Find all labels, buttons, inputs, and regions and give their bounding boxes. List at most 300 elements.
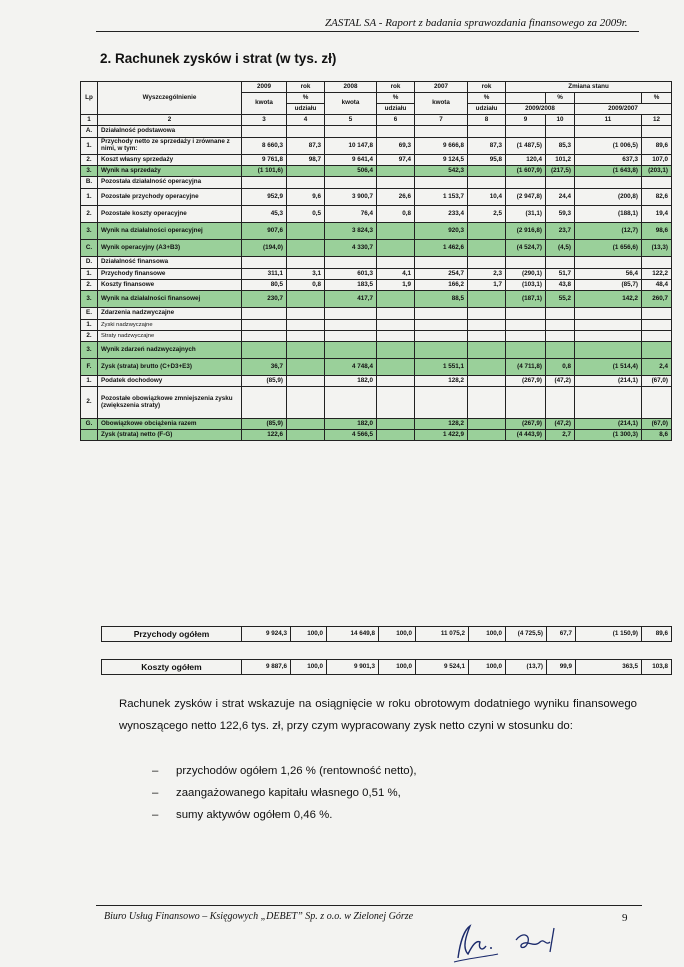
row-cell: 3 824,3 [325,223,377,240]
row-lp: 1. [81,189,98,206]
row-cell [546,342,575,359]
row-description: Przychody netto ze sprzedaży i zrównane z nimi, w tym: [98,138,242,155]
row-lp: 1. [81,269,98,280]
row-cell [325,320,377,331]
row-cell: (12,7) [575,223,642,240]
row-cell [287,430,325,441]
row-cell: (4 711,8) [506,359,546,376]
table-row [81,166,672,177]
row-cell [415,257,468,269]
row-description: Zyski nadzwyczajne [98,320,242,331]
row-cell [575,342,642,359]
row-description: Zysk (strata) brutto (C+D3+E3) [98,359,242,376]
row-cell [377,376,415,387]
row-lp: 3. [81,223,98,240]
summary-cell: 100,0 [469,627,506,642]
row-cell: (31,1) [506,206,546,223]
row-cell: 142,2 [575,291,642,308]
row-cell [377,430,415,441]
bullet-list [152,760,417,826]
row-cell [377,331,415,342]
row-cell [377,419,415,430]
row-cell: (85,9) [242,419,287,430]
bullet-dash: – [152,765,159,777]
summary-cell: 67,7 [547,627,576,642]
table-row [81,320,672,331]
row-cell [377,308,415,320]
summary-cell: 11 075,2 [416,627,469,642]
table-row [81,280,672,291]
row-cell [575,331,642,342]
row-cell: 166,2 [415,280,468,291]
row-cell [377,126,415,138]
summary-cell: 100,0 [469,660,506,675]
row-cell: 10,4 [468,189,506,206]
table-row [81,342,672,359]
row-cell: 2,7 [546,430,575,441]
row-cell [546,387,575,419]
column-number: 6 [377,115,415,126]
row-cell: (217,5) [546,166,575,177]
table-row [81,155,672,166]
row-cell: 3 900,7 [325,189,377,206]
row-cell [546,320,575,331]
header-pct: % [377,93,415,104]
row-cell [325,342,377,359]
row-description: Pozostałe koszty operacyjne [98,206,242,223]
row-description: Podatek dochodowy [98,376,242,387]
row-cell: 1 551,1 [415,359,468,376]
row-cell [377,342,415,359]
row-cell: (13,3) [642,240,672,257]
bullet-dash: – [152,787,159,799]
row-cell: 80,5 [242,280,287,291]
summary-cell: 9 887,6 [242,660,291,675]
header-pct: % [546,93,575,104]
summary-paragraph: Rachunek zysków i strat wskazuje na osiągnięcie w roku obrotowym dodatniego wyniku finansowego wynoszącego netto 122,6 tys. zł, przy czym wypracowany zysk netto czyni w stosunku do: [119,698,637,732]
row-cell [506,308,546,320]
row-cell [506,387,546,419]
row-cell: 9 761,8 [242,155,287,166]
header-kwota: kwota [242,93,287,115]
row-cell: (2 916,8) [506,223,546,240]
row-cell [415,177,468,189]
row-cell: 69,3 [377,138,415,155]
row-cell [642,320,672,331]
row-description: Działalność finansowa [98,257,242,269]
header-pct: % [642,93,672,104]
row-cell [325,257,377,269]
row-cell [546,331,575,342]
row-cell: 907,6 [242,223,287,240]
row-description: Wynik operacyjny (A3+B3) [98,240,242,257]
row-cell [377,177,415,189]
header-lp: Lp [81,82,98,115]
row-cell: 97,4 [377,155,415,166]
row-cell: 4 566,5 [325,430,377,441]
row-cell [468,240,506,257]
row-cell: (4,5) [546,240,575,257]
table-row [81,206,672,223]
row-cell: (67,0) [642,376,672,387]
header-kwota: kwota [325,93,377,115]
row-lp: 2. [81,155,98,166]
row-cell: (103,1) [506,280,546,291]
row-cell: (67,0) [642,419,672,430]
row-cell: 36,7 [242,359,287,376]
row-cell [377,291,415,308]
row-cell [242,331,287,342]
row-cell [377,359,415,376]
row-cell: 1 462,6 [415,240,468,257]
row-cell [287,331,325,342]
table-row [81,359,672,376]
table-row [81,291,672,308]
row-lp: 3. [81,291,98,308]
row-cell [468,320,506,331]
summary-cell: 100,0 [379,660,416,675]
row-cell [468,376,506,387]
row-cell [287,342,325,359]
row-cell: (1 487,5) [506,138,546,155]
row-cell: (267,9) [506,376,546,387]
row-cell [377,387,415,419]
row-cell: 0,8 [287,280,325,291]
row-cell [415,126,468,138]
row-cell [506,342,546,359]
row-cell [506,320,546,331]
summary-cell: 9 524,1 [416,660,469,675]
row-lp: G. [81,419,98,430]
row-cell: 920,3 [415,223,468,240]
row-cell: 637,3 [575,155,642,166]
column-number: 8 [468,115,506,126]
row-cell [325,387,377,419]
row-description: Zysk (strata) netto (F-G) [98,430,242,441]
header-pct: % [287,93,325,104]
row-cell: 601,3 [325,269,377,280]
row-lp: 3. [81,166,98,177]
row-lp: 2. [81,280,98,291]
table-row [81,126,672,138]
bullet-item [152,760,417,782]
bullet-text: sumy aktywów ogółem 0,46 %. [176,809,333,821]
row-cell: (290,1) [506,269,546,280]
header-2009-2007: 2009/2007 [575,104,672,115]
table-row [81,240,672,257]
row-cell: 233,4 [415,206,468,223]
header-divider [96,31,639,32]
row-cell: 85,3 [546,138,575,155]
row-cell [242,320,287,331]
summary-przychody-table [101,626,672,642]
row-cell: 8,6 [642,430,672,441]
row-cell [468,177,506,189]
row-cell: (4 443,9) [506,430,546,441]
row-cell [468,342,506,359]
row-cell: 43,8 [546,280,575,291]
row-cell: 87,3 [468,138,506,155]
row-cell [642,177,672,189]
header-rok: rok [287,82,325,93]
row-cell: 9 124,5 [415,155,468,166]
row-cell: (47,2) [546,376,575,387]
row-cell [415,387,468,419]
row-description: Wynik na działalności operacyjnej [98,223,242,240]
row-cell [415,342,468,359]
header-pct: % [468,93,506,104]
row-cell: 254,7 [415,269,468,280]
row-lp: 2. [81,206,98,223]
column-number: 1 [81,115,98,126]
row-cell: 0,8 [377,206,415,223]
row-cell: 542,3 [415,166,468,177]
row-cell: (1 643,8) [575,166,642,177]
header-rok: rok [377,82,415,93]
row-cell: 182,0 [325,419,377,430]
row-cell [642,342,672,359]
row-cell: 4 330,7 [325,240,377,257]
row-description: Koszt własny sprzedaży [98,155,242,166]
row-cell: 51,7 [546,269,575,280]
row-cell [468,257,506,269]
row-cell: 4 748,4 [325,359,377,376]
table-row [81,177,672,189]
header-rok: rok [468,82,506,93]
row-description: Obowiązkowe obciążenia razem [98,419,242,430]
table-row [81,387,672,419]
page-number: 9 [622,912,628,924]
section-title: 2. Rachunek zysków i strat (w tys. zł) [100,51,337,66]
summary-cell: 363,5 [576,660,642,675]
row-cell: 87,3 [287,138,325,155]
row-cell [415,331,468,342]
row-cell: 1 422,9 [415,430,468,441]
income-statement-table [80,81,672,441]
row-lp: 2. [81,331,98,342]
row-cell: (85,7) [575,280,642,291]
summary-cell: 14 649,8 [327,627,379,642]
row-cell [546,126,575,138]
header-zmiana-stanu: Zmiana stanu [506,82,672,93]
row-cell: 76,4 [325,206,377,223]
row-cell [377,240,415,257]
row-description: Zdarzenia nadzwyczajne [98,308,242,320]
summary-cell: (13,7) [506,660,547,675]
row-cell: 19,4 [642,206,672,223]
row-lp: E. [81,308,98,320]
row-cell: 9 641,4 [325,155,377,166]
row-cell: 2,4 [642,359,672,376]
row-cell: (203,1) [642,166,672,177]
row-cell: 506,4 [325,166,377,177]
row-cell [642,308,672,320]
row-cell: (1 514,4) [575,359,642,376]
summary-cell: 103,8 [642,660,672,675]
row-description: Wynik zdarzeń nadzwyczajnych [98,342,242,359]
row-cell [468,126,506,138]
row-cell [287,257,325,269]
summary-cell: (4 725,5) [506,627,547,642]
row-cell [287,166,325,177]
summary-cell: (1 150,9) [576,627,642,642]
row-cell: 122,6 [242,430,287,441]
row-lp: 3. [81,342,98,359]
row-cell [287,177,325,189]
row-cell [287,419,325,430]
row-description: Pozostała działalność operacyjna [98,177,242,189]
table-row [81,430,672,441]
row-cell: (1 101,6) [242,166,287,177]
table-row [81,223,672,240]
row-lp: A. [81,126,98,138]
row-cell [325,177,377,189]
row-cell: 3,1 [287,269,325,280]
row-cell [287,223,325,240]
row-cell: (1 607,9) [506,166,546,177]
header-description: Wyszczególnienie [98,82,242,115]
summary-cell: 100,0 [291,660,327,675]
column-number: 7 [415,115,468,126]
column-number: 5 [325,115,377,126]
bullet-item [152,804,417,826]
row-cell: 1 153,7 [415,189,468,206]
row-cell: 230,7 [242,291,287,308]
header-udzialu: udziału [287,104,325,115]
row-cell: 8 660,3 [242,138,287,155]
bullet-text: przychodów ogółem 1,26 % (rentowność netto), [176,765,417,777]
header-2009-2008: 2009/2008 [506,104,575,115]
row-description: Wynik na działalności finansowej [98,291,242,308]
row-cell: 98,6 [642,223,672,240]
summary-label: Koszty ogółem [102,660,242,675]
row-cell [325,308,377,320]
row-cell: (1 006,5) [575,138,642,155]
bullet-item [152,782,417,804]
row-cell: 128,2 [415,376,468,387]
header-kwota: kwota [415,93,468,115]
summary-row [102,627,672,642]
row-cell [377,320,415,331]
row-cell: 417,7 [325,291,377,308]
row-description: Pozostałe przychody operacyjne [98,189,242,206]
row-cell: 120,4 [506,155,546,166]
header-year-2009: 2009 [242,82,287,93]
row-cell [506,257,546,269]
row-cell [468,308,506,320]
row-cell: 98,7 [287,155,325,166]
table-row [81,257,672,269]
row-cell [468,166,506,177]
header-blank [506,93,546,104]
row-lp: D. [81,257,98,269]
row-cell: 10 147,8 [325,138,377,155]
row-cell [287,308,325,320]
row-cell: 128,2 [415,419,468,430]
row-description: Wynik na sprzedaży [98,166,242,177]
row-description: Pozostałe obowiązkowe zmniejszenia zysku (zwiększenia straty) [98,387,242,419]
footer-divider [96,905,642,906]
row-cell [468,359,506,376]
summary-label: Przychody ogółem [102,627,242,642]
row-cell [287,320,325,331]
table-row [81,189,672,206]
table-row [81,376,672,387]
row-cell: 4,1 [377,269,415,280]
row-lp: 1. [81,138,98,155]
row-cell: (188,1) [575,206,642,223]
table-row [81,138,672,155]
row-lp: 2. [81,387,98,419]
row-cell [642,257,672,269]
row-cell [575,177,642,189]
row-cell [468,331,506,342]
row-cell [325,126,377,138]
summary-cell: 100,0 [291,627,327,642]
row-cell: 23,7 [546,223,575,240]
column-number: 3 [242,115,287,126]
column-number: 4 [287,115,325,126]
row-cell [287,387,325,419]
row-cell: (2 947,8) [506,189,546,206]
table-row [81,269,672,280]
header-year-2007: 2007 [415,82,468,93]
row-lp: 1. [81,376,98,387]
column-number: 9 [506,115,546,126]
row-cell [242,126,287,138]
header-blank [575,93,642,104]
row-cell [575,308,642,320]
row-cell [468,419,506,430]
row-cell [287,376,325,387]
row-cell [415,308,468,320]
row-cell [575,257,642,269]
row-cell: (1 656,6) [575,240,642,257]
row-cell: (47,2) [546,419,575,430]
row-cell: (214,1) [575,419,642,430]
row-cell [377,223,415,240]
row-cell [377,257,415,269]
row-cell [575,387,642,419]
row-cell [546,177,575,189]
row-cell: 9,6 [287,189,325,206]
document-header: ZASTAL SA - Raport z badania sprawozdania finansowego za 2009r. [325,17,628,29]
row-cell: 2,5 [468,206,506,223]
row-cell: (187,1) [506,291,546,308]
column-number: 12 [642,115,672,126]
row-cell [242,308,287,320]
footer-text: Biuro Usług Finansowo – Księgowych „DEBET” Sp. z o.o. w Zielonej Górze [104,911,414,922]
row-cell: (214,1) [575,376,642,387]
row-cell: (194,0) [242,240,287,257]
row-description: Przychody finansowe [98,269,242,280]
row-cell [325,331,377,342]
row-cell: 55,2 [546,291,575,308]
row-cell [287,126,325,138]
row-cell [242,342,287,359]
row-cell: 311,1 [242,269,287,280]
row-description: Działalność podstawowa [98,126,242,138]
row-cell: 1,9 [377,280,415,291]
row-cell [506,331,546,342]
summary-cell: 89,6 [642,627,672,642]
row-lp [81,430,98,441]
row-cell [287,240,325,257]
row-cell: 56,4 [575,269,642,280]
row-cell [287,359,325,376]
row-cell [287,291,325,308]
row-cell: (4 524,7) [506,240,546,257]
